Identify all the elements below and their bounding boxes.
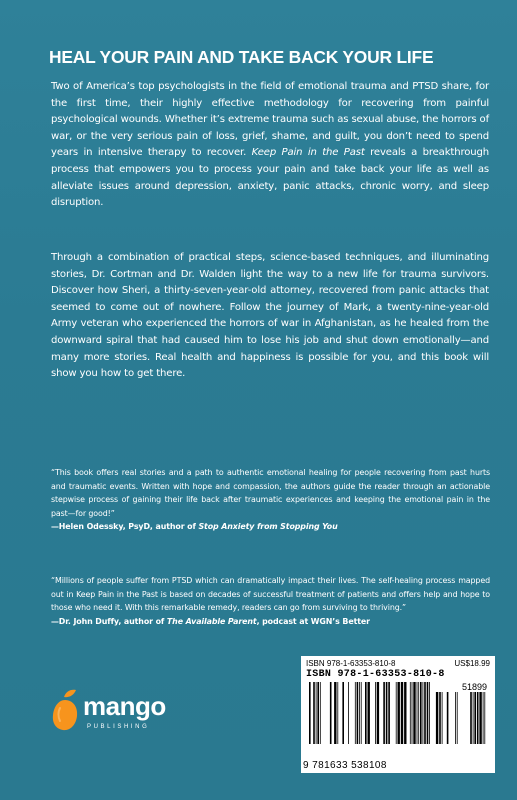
barcode-bars bbox=[307, 682, 489, 758]
isbn-large: ISBN 978-1-63353-810-8 bbox=[306, 669, 445, 680]
barcode-digits: 9 781633 538108 bbox=[303, 760, 387, 771]
blurb-quote-1 bbox=[51, 466, 490, 534]
quote-text: “This book offers real stories and a path to authentic emotional healing for people recovering from past hurts and traumatic events. Written with hope and compassion, the authors guide the reader through an actionable stepwise process of gaining their life back after traumatic experiences and keeping the emotional pain in the past—for good!” bbox=[51, 468, 490, 518]
attribution-book-title: The Available Parent bbox=[166, 616, 257, 626]
publisher-name: mango bbox=[83, 691, 166, 721]
paragraph-1-part-1: Two of America’s top psychologists in the field of emotional trauma and PTSD share, for the first time, their highly effective methodology for recovering from painful psychological wounds. Whether it’s extreme trauma such as sexual abuse, the horrors of war, or the very serious pain of loss, grief, shame, and guilt, you don’t need to spend years in intensive therapy to recover. bbox=[51, 81, 489, 159]
barcode-top-line bbox=[306, 659, 490, 668]
attribution-book-title: Stop Anxiety from Stopping You bbox=[198, 522, 338, 532]
isbn-small: ISBN 978-1-63353-810-8 bbox=[306, 659, 396, 668]
isbn-barcode bbox=[301, 656, 495, 773]
barcode-addon: 51899 bbox=[461, 682, 487, 692]
description-paragraph-1 bbox=[51, 79, 489, 212]
quote-attribution: —Dr. John Duffy, author of The Available Parent, podcast at WGN’s Better bbox=[51, 616, 370, 626]
paragraph-1-part-2: reveals a breakthrough process that empowers you to process your pain and take back your life as well as alleviate issues around depression, anxiety, panic attacks, chronic worry, and sleep disruption. bbox=[51, 147, 490, 209]
mango-icon bbox=[51, 688, 79, 732]
description-paragraph-2: Through a combination of practical steps, science-based techniques, and illuminating stories, Dr. Cortman and Dr. Walden light the way to a new life for trauma survivors. Discover how Sheri, a thirty-seven-year-old attorney, recovered from panic attacks that seemed to come out of nowhere. Follow the journey of Mark, a twenty-nine-year-old Army veteran who experienced the horrors of war in Afghanistan, as he healed from the downward spiral that had caused him to lose his job and shut down emotionally—and many more stories. Real health and happiness is possible for you, and this book will show you how to get there. bbox=[51, 252, 489, 380]
quote-attribution: —Helen Odessky, PsyD, author of Stop Anxiety from Stopping You bbox=[51, 522, 338, 532]
blurb-quote-2 bbox=[51, 574, 490, 628]
headline: HEAL YOUR PAIN AND TAKE BACK YOUR LIFE bbox=[49, 47, 434, 67]
price: US$18.99 bbox=[454, 659, 490, 668]
quote-text: “Millions of people suffer from PTSD which can dramatically impact their lives. The self-healing process mapped out in Keep Pain in the Past is based on decades of successful treatment of patients and offers help and hope to those who need it. With this remarkable remedy, readers can go from surviving to thriving.” bbox=[51, 576, 490, 613]
publisher-subtitle: PUBLISHING bbox=[87, 724, 150, 730]
book-title: Keep Pain in the Past bbox=[251, 147, 365, 159]
publisher-logo bbox=[51, 688, 191, 740]
